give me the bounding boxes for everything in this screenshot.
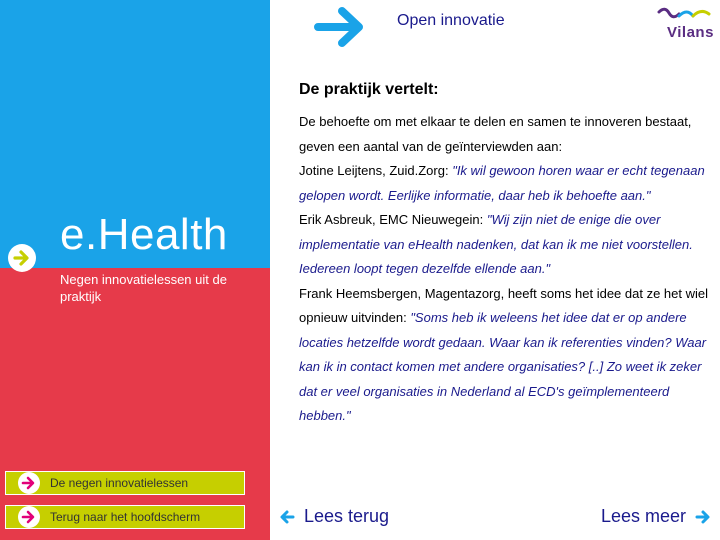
main-content bbox=[299, 80, 709, 429]
quote-paragraph bbox=[299, 208, 709, 282]
home-screen-button[interactable] bbox=[5, 505, 245, 529]
sidebar-red-panel bbox=[0, 268, 270, 540]
nine-lessons-button[interactable] bbox=[5, 471, 245, 495]
read-back-label: Lees terug bbox=[304, 506, 390, 526]
read-back-button[interactable] bbox=[278, 506, 389, 527]
quote-paragraph bbox=[299, 159, 709, 208]
content-heading: De praktijk vertelt: bbox=[299, 81, 439, 98]
read-more-button[interactable] bbox=[601, 506, 712, 527]
nine-lessons-label: De negen innovatielessen bbox=[50, 476, 189, 490]
logo-text: Vilans bbox=[667, 24, 714, 41]
arrow-left-icon bbox=[278, 508, 296, 526]
arrow-right-icon bbox=[694, 508, 712, 526]
quote-paragraph bbox=[299, 282, 709, 429]
quote-text: "Wij zijn niet de enige die over implementatie van eHealth nadenken, dat kan ik me niet voorstellen. Iedereen loopt tegen dezelfde ellende aan." bbox=[299, 212, 693, 276]
page-title: Open innovatie bbox=[397, 12, 505, 29]
quote-speaker: Frank Heemsbergen, Magentazorg, heeft soms het idee dat ze het wiel opnieuw uitvinden: bbox=[299, 285, 708, 325]
quote-text: "Ik wil gewoon horen waar er echt tegenaan gelopen wordt. Eerlijke informatie, daar heb ik behoefte aan." bbox=[299, 163, 705, 203]
ehealth-arrow-icon bbox=[8, 244, 36, 272]
header-arrow-icon bbox=[312, 4, 370, 55]
quote-text: "Soms heb ik weleens het idee dat er op andere locaties hetzelfde wordt gedaan. Waar kan ik referenties vinden? Waar kan ik in contact komen met andere organisaties? [..] Zo weet ik zeker dat er veel organisaties in Nederland al ECD's geïmplementeerd hebben." bbox=[299, 310, 707, 423]
ehealth-title: e.Health bbox=[60, 210, 228, 259]
arrow-right-icon bbox=[18, 472, 40, 494]
quote-speaker: Jotine Leijtens, Zuid.Zorg: bbox=[299, 163, 453, 178]
read-more-label: Lees meer bbox=[600, 506, 686, 526]
vilans-logo bbox=[655, 4, 715, 44]
quote-speaker: Erik Asbreuk, EMC Nieuwegein: bbox=[299, 212, 487, 227]
ehealth-subtitle: Negen innovatielessen uit de praktijk bbox=[60, 272, 227, 304]
home-screen-label: Terug naar het hoofdscherm bbox=[50, 510, 201, 524]
intro-paragraph: De behoefte om met elkaar te delen en samen te innoveren bestaat, geven een aantal van de geïnterviewden aan: bbox=[299, 114, 692, 154]
arrow-right-icon bbox=[18, 506, 40, 528]
